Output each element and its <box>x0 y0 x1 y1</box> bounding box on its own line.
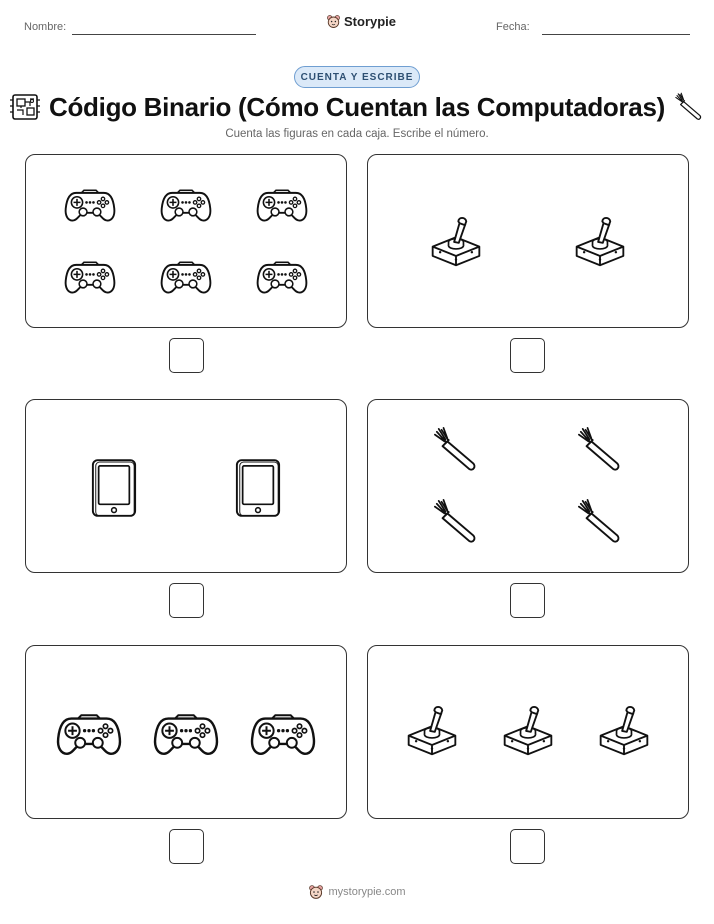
gamepad-icon <box>64 187 116 223</box>
brand-logo <box>326 14 396 29</box>
joystick-icon <box>596 700 652 760</box>
counting-box-6 <box>367 645 689 819</box>
joystick-icon <box>572 211 628 271</box>
cable-icon <box>432 498 480 546</box>
answer-box-3[interactable] <box>169 583 204 618</box>
counting-box-3 <box>25 399 347 573</box>
counting-box-2 <box>367 154 689 328</box>
counting-box-1 <box>25 154 347 328</box>
cable-icon <box>432 426 480 474</box>
activity-badge: CUENTA Y ESCRIBE <box>294 66 420 88</box>
name-field[interactable] <box>72 34 256 35</box>
gamepad-icon <box>256 187 308 223</box>
worksheet-header <box>0 12 714 42</box>
gamepad-icon <box>160 187 212 223</box>
tablet-icon <box>234 456 282 520</box>
date-field[interactable] <box>542 34 690 35</box>
date-label: Fecha: <box>496 21 530 33</box>
tablet-icon <box>90 456 138 520</box>
answer-box-1[interactable] <box>169 338 204 373</box>
counting-box-5 <box>25 645 347 819</box>
joystick-icon <box>404 700 460 760</box>
gamepad-icon <box>64 259 116 295</box>
cable-icon <box>674 92 704 122</box>
instructions: Cuenta las figuras en cada caja. Escribe el número. <box>225 128 489 140</box>
brand-name: Storypie <box>344 14 397 29</box>
counting-box-4 <box>367 399 689 573</box>
footer <box>0 884 714 900</box>
joystick-icon <box>500 700 556 760</box>
gamepad-icon <box>153 712 219 756</box>
cable-icon <box>576 498 624 546</box>
gamepad-icon <box>256 259 308 295</box>
answer-box-4[interactable] <box>510 583 545 618</box>
joystick-icon <box>428 211 484 271</box>
answer-box-5[interactable] <box>169 829 204 864</box>
gamepad-icon <box>250 712 316 756</box>
storypie-mascot-icon <box>308 884 324 900</box>
footer-url[interactable]: mystorypie.com <box>328 886 406 898</box>
gamepad-icon <box>56 712 122 756</box>
answer-box-2[interactable] <box>510 338 545 373</box>
answer-box-6[interactable] <box>510 829 545 864</box>
storypie-mascot-icon <box>326 14 341 29</box>
page-title: Código Binario (Cómo Cuentan las Computadoras) <box>49 92 665 122</box>
name-label: Nombre: <box>24 21 67 33</box>
gamepad-icon <box>160 259 212 295</box>
cable-icon <box>576 426 624 474</box>
